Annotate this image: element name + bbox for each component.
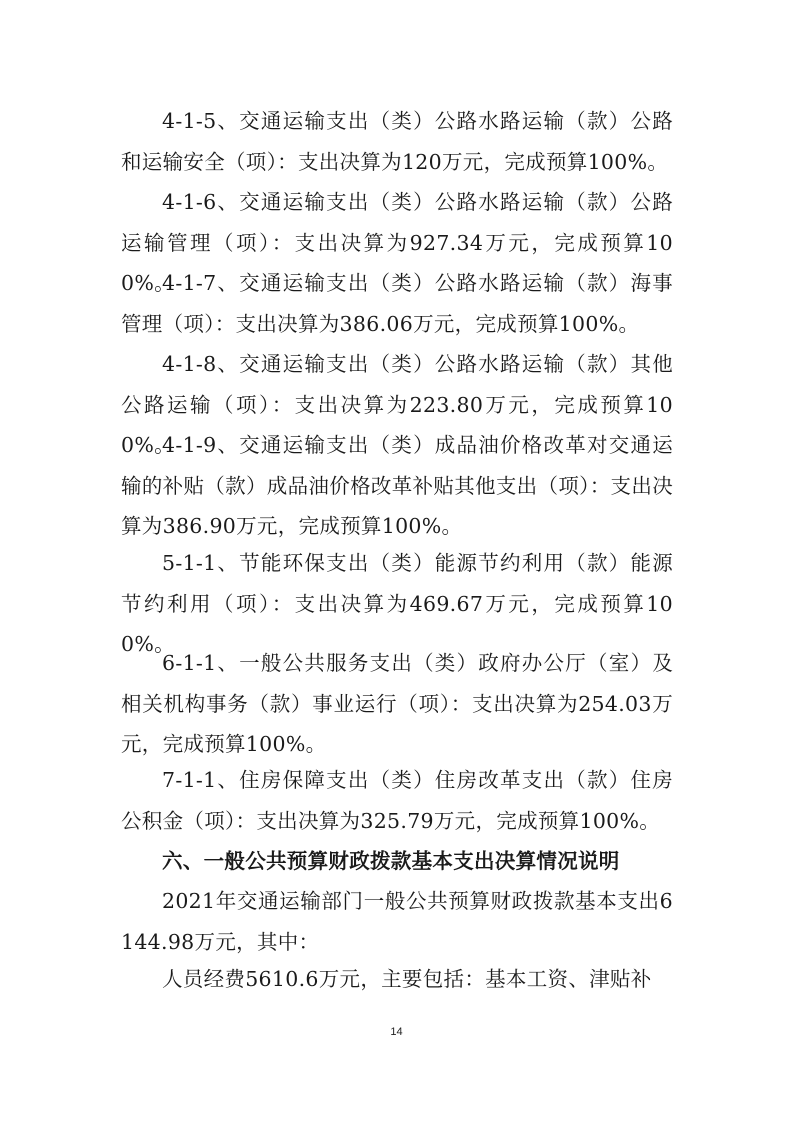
paragraph-6-1-1: 6-1-1、一般公共服务支出（类）政府办公厅（室）及相关机构事务（款）事业运行（项）：支出决算为254.03万元，完成预算100%。: [121, 651, 673, 756]
personnel-expenses-paragraph: 人员经费5610.6万元，主要包括：基本工资、津贴补: [162, 967, 652, 991]
section-heading: 六、一般公共预算财政拨款基本支出决算情况说明: [162, 849, 620, 873]
paragraph-4-1-5: 4-1-5、交通运输支出（类）公路水路运输（款）公路和运输安全（项）：支出决算为120万元，完成预算100%。: [121, 109, 673, 174]
paragraph-4-1-6: 4-1-6、交通运输支出（类）公路水路运输（款）公路运输管理（项）：支出决算为927.34万元，完成预算100%。: [121, 190, 673, 295]
paragraph-4-1-8: 4-1-8、交通运输支出（类）公路水路运输（款）其他公路运输（项）：支出决算为223.80万元，完成预算100%。: [121, 352, 673, 457]
page-number: 14: [390, 1026, 403, 1038]
paragraph-4-1-7: 4-1-7、交通运输支出（类）公路水路运输（款）海事管理（项）：支出决算为386.06万元，完成预算100%。: [121, 271, 673, 336]
basic-expenditure-paragraph: 2021年交通运输部门一般公共预算财政拨款基本支出6144.98万元，其中：: [121, 889, 673, 954]
paragraph-7-1-1: 7-1-1、住房保障支出（类）住房改革支出（款）住房公积金（项）：支出决算为325.79万元，完成预算100%。: [121, 768, 673, 833]
paragraph-4-1-9: 4-1-9、交通运输支出（类）成品油价格改革对交通运输的补贴（款）成品油价格改革补贴其他支出（项）：支出决算为386.90万元，完成预算100%。: [121, 433, 673, 538]
paragraph-5-1-1: 5-1-1、节能环保支出（类）能源节约利用（款）能源节约利用（项）：支出决算为469.67万元，完成预算100%。: [121, 551, 673, 656]
